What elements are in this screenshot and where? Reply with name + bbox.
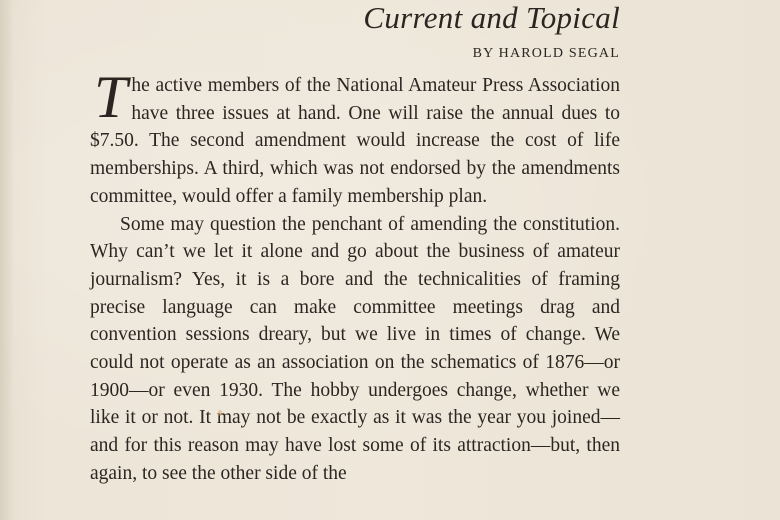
drop-cap: T xyxy=(94,64,128,130)
article-byline: BY HAROLD SEGAL xyxy=(472,46,620,61)
paragraph-1 xyxy=(90,64,620,211)
paragraph-1-text: he active members of the National Amateur Press Association have three issues at hand. One will raise the annual dues to $7.50. The second amendment would increase the cost of life memberships. A third, which was not endorsed by the amendments committee, would offer a family membership plan. xyxy=(90,75,620,207)
paragraph-2: Some may question the penchant of amending the constitution. Why can’t we let it alone and go about the business of amateur journalism? Yes, it is a bore and the technicalities of framing precise language can make committee meetings drag and convention sessions dreary, but we live in times of change. We could not operate as an association on the schematics of 1876—or 1900—or even 1930. The hobby undergoes change, whether we like it or not. It may not be exactly as it was the year you joined—and for this reason may have lost some of its attraction—but, then again, to see the other side of the xyxy=(90,213,620,484)
article-title: Current and Topical xyxy=(363,0,620,35)
page-binding-edge xyxy=(0,0,14,520)
paper-stain xyxy=(218,410,222,416)
article-body xyxy=(90,64,620,488)
